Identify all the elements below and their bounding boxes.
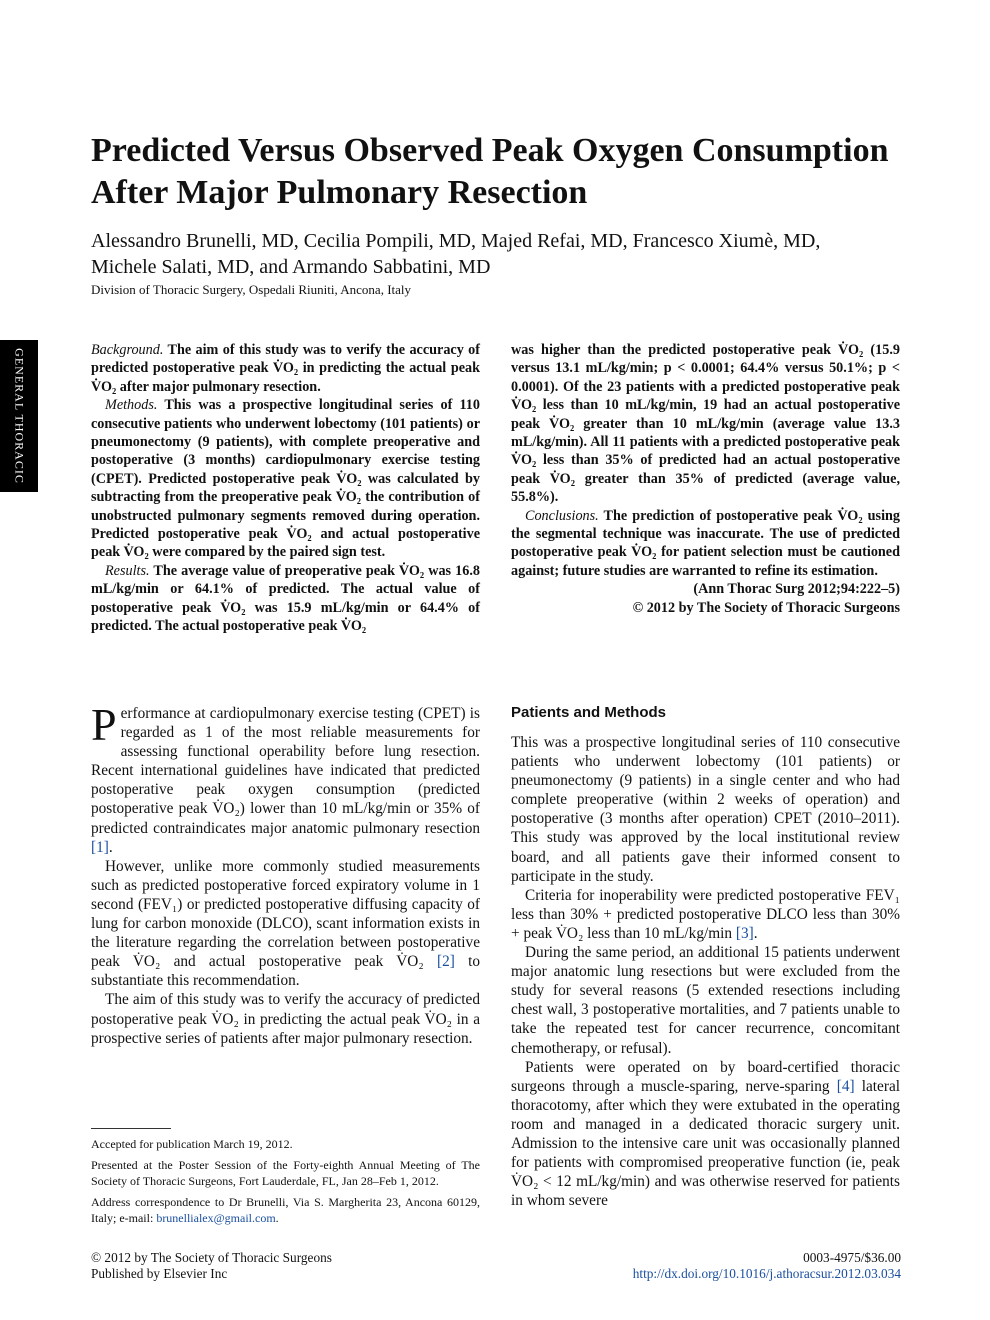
intro-p1-text: erformance at cardiopulmonary exercise testing (CPET) is regarded as 1 of the most reliable measurements for assessing functional operability before lung resection. Recent international guidelines have indicated that predicted postoperative peak oxygen consumption (predicted postoperative peak V̇O₂) lower than 10 mL/kg/min or 35% of predicted contraindicates major anatomic pulmonary resection (91, 705, 480, 837)
abstract-conclusions (511, 507, 900, 581)
author-list (91, 228, 911, 280)
footer-right (511, 1250, 901, 1282)
abstract-copyright: © 2012 by The Society of Thoracic Surgeons (632, 599, 900, 616)
intro-p2-end: to substantiate this recommendation. (91, 953, 480, 990)
methods-paragraph-4 (511, 1058, 900, 1211)
body-left-column (91, 699, 480, 1048)
footnote-presented: Presented at the Poster Session of the Forty-eighth Annual Meeting of The Society of Thoracic Surgeons, Fort Lauderdale, FL, Jan 28–Feb 1, 2012. (91, 1158, 480, 1188)
journal-citation: (Ann Thorac Surg 2012;94:222–5) (693, 581, 900, 598)
reference-link-1[interactable]: [1] (91, 838, 109, 856)
methods-paragraph-2 (511, 886, 900, 943)
body-right-column (511, 704, 900, 1210)
author-line-1: Alessandro Brunelli, MD, Cecilia Pompili, MD, Majed Refai, MD, Francesco Xiumè, MD, (91, 230, 821, 252)
reference-link-3[interactable]: [3] (735, 924, 754, 942)
background-text: The aim of this study was to verify the accuracy of predicted postoperative peak V̇O₂ in predicting the actual peak V̇O₂ after major pulmonary resection. (91, 342, 480, 395)
footnote-accepted: Accepted for publication March 19, 2012. (91, 1137, 293, 1151)
reference-link-4[interactable]: [4] (836, 1077, 855, 1095)
email-link[interactable]: brunellialex@gmail.com (156, 1211, 276, 1225)
abstract-background (91, 341, 480, 396)
drop-cap: P (91, 699, 117, 750)
footnote-address (91, 1194, 480, 1226)
abstract-results-continued: was higher than the predicted postoperative peak V̇O₂ (15.9 versus 13.1 mL/kg/min; p < 0.0001; 64.4% versus 50.1%; p < 0.0001). Of the 23 patients with a predicted postoperative peak V̇O₂ less than 10 mL/kg/min, 19 had an actual postoperative peak V̇O₂ greater than 10 mL/kg/min (average value 13.3 mL/kg/min). All 11 patients with a predicted postoperative peak V̇O₂ less than 35% of predicted had an actual postoperative peak V̇O₂ greater than 35% of predicted (average value, 55.8%). (511, 342, 900, 506)
abstract-results (91, 562, 480, 636)
article-title: Predicted Versus Observed Peak Oxygen Consumption After Major Pulmonary Resection (91, 132, 889, 211)
section-heading: Patients and Methods (511, 704, 667, 721)
intro-paragraph-1 (91, 699, 480, 857)
methods-p4-end: lateral thoracotomy, after which they were extubated in the operating room and managed in a dedicated thoracic surgery unit. Admission to the intensive care unit was occasionally planned for patients with compromised preoperative function (ie, peak V̇O₂ < 12 mL/kg/min) and was otherwise reserved for patients in whom severe (511, 1077, 900, 1210)
intro-p2-text: However, unlike more commonly studied measurements such as predicted postoperative forced expiratory volume in 1 second (FEV₁) or predicted postoperative diffusing capacity of lung for carbon monoxide (DLCO), scant information exists in the literature regarding the correlation between postoperative peak V̇O₂ and actual postoperative peak V̇O₂ (91, 857, 480, 971)
footer-issn: 0003-4975/$36.00 (803, 1250, 901, 1265)
abstract-right-column (511, 341, 900, 617)
affiliation: Division of Thoracic Surgery, Ospedali Riuniti, Ancona, Italy (91, 282, 412, 297)
background-heading: Background. (91, 342, 164, 358)
methods-paragraph-1: This was a prospective longitudinal series of 110 consecutive patients who underwent lobectomy (101 patients) or pneumonectomy (9 patients) in a single center and who had complete preoperative (within 2 weeks of operation) and postoperative (3 months after operation) CPET (2010–2011). This study was approved by the local institutional review board, and all patients gave their informed consent to participate in the study. (511, 734, 900, 885)
methods-heading: Methods. (105, 397, 158, 414)
intro-paragraph-2 (91, 857, 480, 991)
methods-p4-text: Patients were operated on by board-certified thoracic surgeons through a muscle-sparing, nerve-sparing (511, 1058, 900, 1095)
results-text: The average value of preoperative peak V̇O₂ was 16.8 mL/kg/min or 64.1% of predicted. The actual value of postoperative peak V̇O₂ was 15.9 mL/kg/min or 64.4% of predicted. The actual postoperative peak V̇O₂ (91, 562, 480, 635)
results-heading: Results. (105, 562, 150, 579)
footnotes (91, 1136, 480, 1231)
footnote-divider (91, 1128, 171, 1129)
author-line-2: Michele Salati, MD, and Armando Sabbatini, MD (91, 256, 491, 278)
conclusions-heading: Conclusions. (525, 507, 599, 524)
footer-copyright: © 2012 by The Society of Thoracic Surgeons (91, 1250, 332, 1265)
doi-link[interactable]: http://dx.doi.org/10.1016/j.athoracsur.2012.03.034 (632, 1266, 901, 1281)
intro-p1-end: . (108, 838, 113, 856)
abstract-left-column (91, 341, 480, 636)
footer-left (91, 1250, 332, 1282)
methods-p2-text: Criteria for inoperability were predicted postoperative FEV₁ less than 30% + predicted postoperative DLCO less than 30% + peak V̇O₂ less than 10 mL/kg/min (511, 886, 900, 942)
methods-paragraph-3: During the same period, an additional 15 patients underwent major anatomic lung resections but were excluded from the study for several reasons (5 extended resections including chest wall, 3 postoperative mortalities, and 7 patients unable to take the repeated test for cancer recurrence, concomitant chemotherapy, or refusal). (511, 944, 900, 1057)
methods-p2-end: . (753, 924, 758, 942)
section-tab-label: GENERAL THORACIC (12, 348, 27, 484)
methods-text: This was a prospective longitudinal series of 110 consecutive patients who underwent lobectomy (101 patients) or pneumonectomy (9 patients), with complete preoperative and postoperative (3 months) cardiopulmonary exercise testing (CPET). Predicted postoperative peak V̇O₂ was calculated by subtracting from the preoperative peak V̇O₂ the contribution of unobstructed pulmonary segments removed during operation. Predicted postoperative peak V̇O₂ and actual postoperative peak V̇O₂ were compared by the paired sign test. (91, 397, 480, 561)
address-text: Address correspondence to Dr Brunelli, Via S. Margherita 23, Ancona 60129, Italy; e-mail: (91, 1195, 480, 1225)
footer-publisher: Published by Elsevier Inc (91, 1266, 228, 1281)
reference-link-2[interactable]: [2] (436, 953, 455, 971)
conclusions-text: The prediction of postoperative peak V̇O₂ using the segmental technique was inaccurate. The use of predicted postoperative peak V̇O₂ for patient selection must be cautioned against; future studies are warranted to refine its estimation. (511, 507, 900, 579)
address-end: . (275, 1211, 279, 1225)
intro-paragraph-3: The aim of this study was to verify the accuracy of predicted postoperative peak V̇O₂ in predicting the actual peak V̇O₂ in a prospective series of patients after major pulmonary resection. (91, 991, 480, 1047)
section-tab (0, 340, 38, 492)
abstract-methods (91, 396, 480, 562)
